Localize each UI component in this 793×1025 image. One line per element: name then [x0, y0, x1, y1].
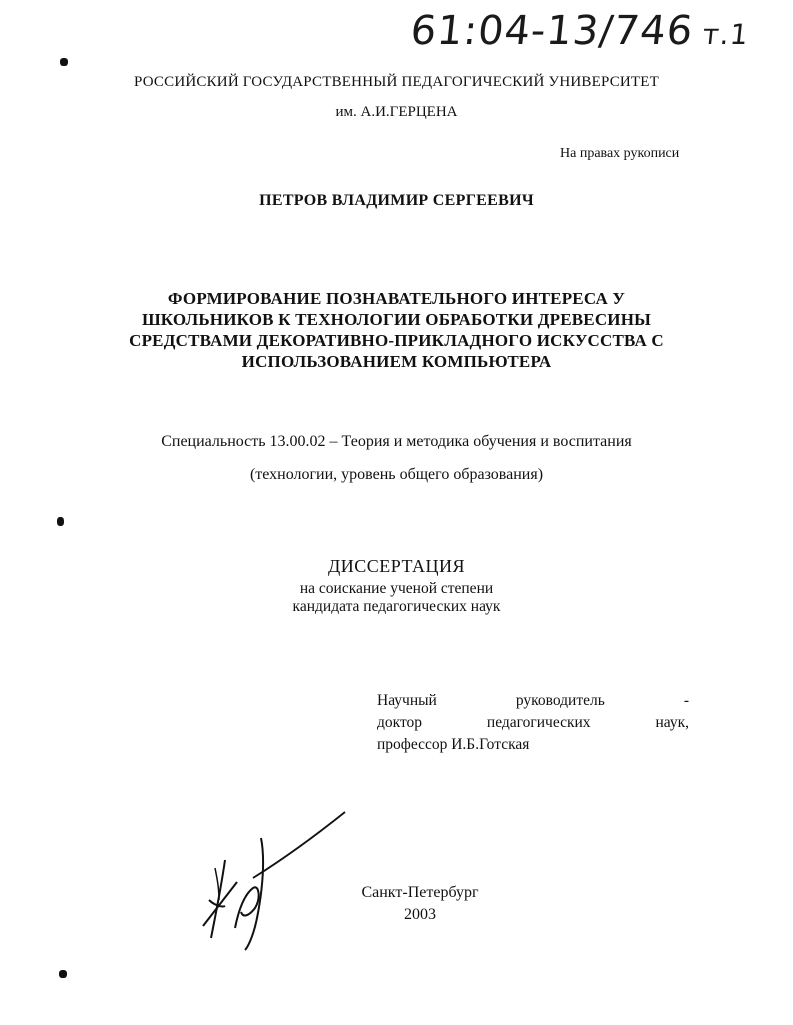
degree-line-1: на соискание ученой степени [299, 580, 494, 597]
specialty-line: Специальность 13.00.02 – Теория и методика обучения и воспитания [161, 433, 632, 450]
handwritten-signature [195, 808, 355, 958]
advisor-line-3: профессор И.Б.Готская [377, 736, 530, 753]
specialty-detail: (технологии, уровень общего образования) [249, 466, 544, 483]
topic-line: ШКОЛЬНИКОВ К ТЕХНОЛОГИИ ОБРАБОТКИ ДРЕВЕСИНЫ [141, 310, 652, 329]
dissertation-topic [110, 288, 683, 372]
rights-note: На правах рукописи [560, 146, 680, 161]
volume-mark: т.1 [701, 18, 751, 51]
topic-line: ФОРМИРОВАНИЕ ПОЗНАВАТЕЛЬНОГО ИНТЕРЕСА У [167, 289, 626, 308]
city: Санкт-Петербург [361, 884, 479, 901]
advisor-line-2: доктор педагогических наук, [377, 714, 689, 731]
handwritten-archive-number [407, 8, 773, 68]
year: 2003 [404, 906, 436, 923]
scan-dot-mark [59, 970, 67, 978]
dissertation-label: ДИССЕРТАЦИЯ [327, 556, 466, 576]
scientific-advisor [377, 690, 689, 756]
topic-line: СРЕДСТВАМИ ДЕКОРАТИВНО-ПРИКЛАДНОГО ИСКУССТВА С [129, 331, 664, 350]
archive-number: 61:04-13/746 [408, 8, 696, 54]
author-name: ПЕТРОВ ВЛАДИМИР СЕРГЕЕВИЧ [259, 192, 534, 209]
degree-line-2: кандидата педагогических наук [292, 598, 501, 615]
scan-dot-mark [60, 58, 68, 66]
university-name: им. А.И.ГЕРЦЕНА [335, 104, 458, 120]
scan-dot-mark [57, 517, 64, 526]
university-heading: РОССИЙСКИЙ ГОСУДАРСТВЕННЫЙ ПЕДАГОГИЧЕСКИЙ УНИВЕРСИТЕТ [133, 74, 660, 90]
topic-line: ИСПОЛЬЗОВАНИЕМ КОМПЬЮТЕРА [241, 352, 552, 371]
advisor-line-1: Научный руководитель - [377, 692, 689, 709]
